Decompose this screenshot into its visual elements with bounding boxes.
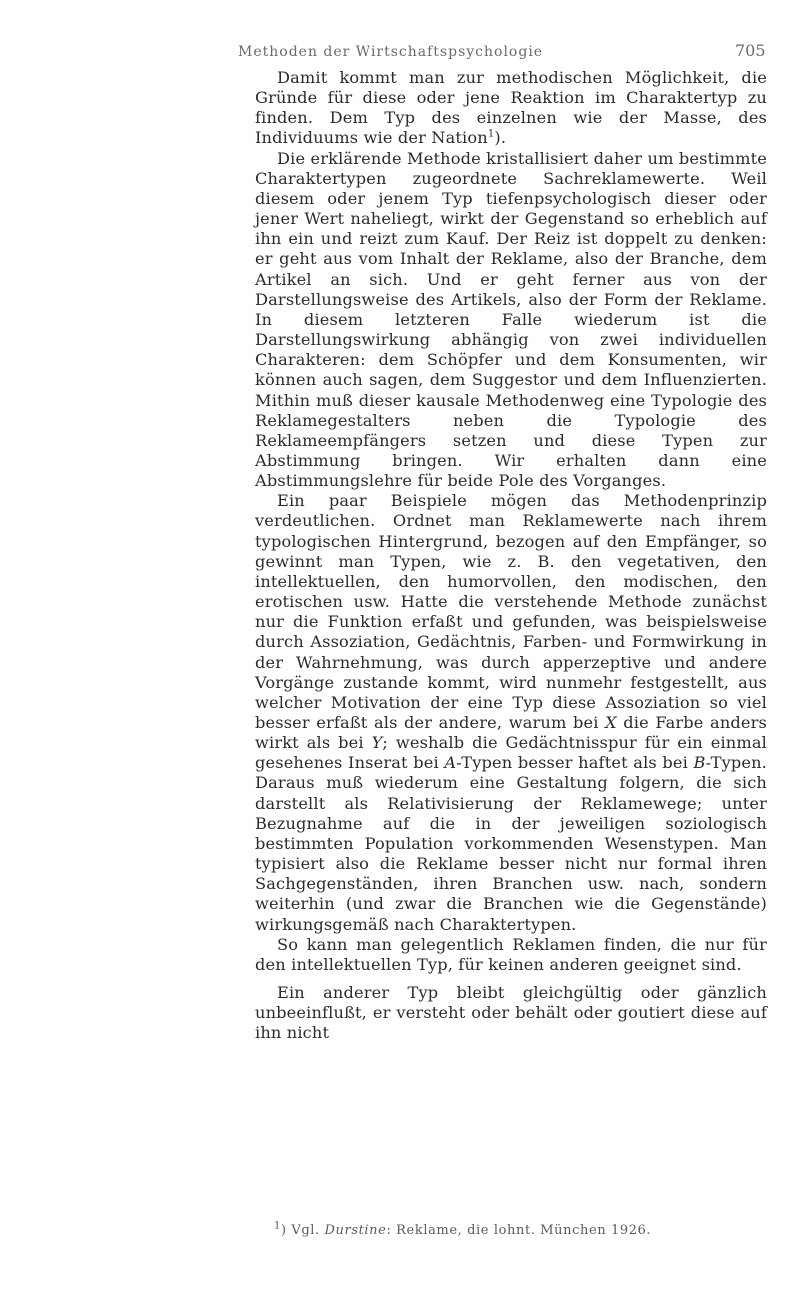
paragraph-4-text: So kann man gelegentlich Reklamen finden, die nur für den intellektuellen Typ, für keinen anderen geeignet sind. [255, 934, 767, 974]
footnote-mark: 1 [274, 1220, 281, 1232]
paragraph-3-text-e: -Typen. Daraus muß wiederum eine Gestaltung folgern, die sich darstellt als Relativisierung der Reklamewege; unter Bezugnahme auf die in der jeweiligen soziologisch bestimmten Population vorkommenden Wesenstypen. Man typisiert also die Reklame besser nicht nur formal ihren Sachgegenständen, ihren Branchen usw. nach, sondern weiterhin (und zwar die Branchen wie die Gegenstände) wirkungsgemäß nach Charaktertypen. [255, 753, 767, 934]
paragraph-5 [255, 983, 767, 1043]
paragraph-2-text: Die erklärende Methode kristallisiert daher um bestimmte Charaktertypen zugeordnete Sachreklamewerte. Weil diesem oder jenem Typ tiefenpsychologisch dieser oder jener Wert naheliegt, wirkt der Gegenstand so erheblich auf ihn ein und reizt zum Kauf. Der Reiz ist doppelt zu denken: er geht aus vom Inhalt der Reklame, also der Branche, dem Artikel an sich. Und er geht ferner aus von der Darstellungsweise des Artikels, also der Form der Reklame. In diesem letzteren Falle wiederum ist die Darstellungswirkung abhängig von zwei individuellen Charakteren: dem Schöpfer und dem Konsumenten, wir können auch sagen, dem Suggestor und dem Influenzierten. Mithin muß dieser kausale Methodenweg eine Typologie des Reklamegestalters neben die Typologie des Reklameempfängers setzen und diese Typen zur Abstimmung bringen. Wir erhalten dann eine Abstimmungslehre für beide Pole des Vorganges. [255, 148, 767, 491]
variable-b: B [693, 753, 706, 773]
footnote-reference: 1 [487, 129, 495, 141]
paragraph-3-text-d: -Typen besser haftet als bei [456, 753, 694, 773]
main-text [255, 68, 767, 1044]
footnote-author: Durstine [324, 1223, 387, 1238]
variable-y: Y [371, 733, 383, 753]
paragraph-3-text-a: Ein paar Beispiele mögen das Methodenprinzip verdeutlichen. Ordnet man Reklamewerte nach ihrem typologischen Hintergrund, bezogen auf den Empfänger, so gewinnt man Typen, wie z. B. den vegetativen, den intellektuellen, den humorvollen, den modischen, den erotischen usw. Hatte die verstehende Methode zunächst nur die Funktion erfaßt und gefunden, was beispielsweise durch Assoziation, Gedächtnis, Farben- und Formwirkung in der Wahrnehmung, was durch apperzeptive und andere Vorgänge zustande kommt, wird nunmehr festgestellt, aus welcher Motivation der eine Typ diese Assoziation so viel besser erfaßt als der andere, warum bei [255, 491, 767, 732]
paragraph-3-text-c: ; weshalb die Gedächtnisspur für ein einmal gesehenes Inserat bei [255, 733, 767, 773]
footnote [274, 1220, 774, 1238]
paragraph-1-text: Damit kommt man zur methodischen Möglichkeit, die Gründe für diese oder jene Reaktion im Charaktertyp zu finden. Dem Typ des einzelnen wie der Masse, des Individuums wie der Nation [255, 68, 767, 148]
paragraph-2 [255, 149, 767, 492]
page-number: 705 [735, 41, 766, 60]
footnote-citation: : Reklame, die lohnt. München 1926. [386, 1223, 652, 1238]
paragraph-3 [255, 491, 767, 934]
running-title: Methoden der Wirtschaftspsychologie [238, 44, 544, 60]
variable-a: A [444, 753, 457, 773]
paragraph-3-text-b: die Farbe anders wirkt als bei [255, 713, 768, 753]
paragraph-5-text: Ein anderer Typ bleibt gleichgültig oder gänzlich unbeeinflußt, er versteht oder behält oder goutiert diese auf ihn nicht [255, 983, 767, 1043]
paragraph-4 [255, 935, 767, 975]
footnote-prefix: ) Vgl. [280, 1223, 325, 1238]
paragraph-1 [255, 68, 767, 149]
paragraph-1-end: ). [494, 128, 507, 148]
variable-x: X [605, 713, 617, 732]
